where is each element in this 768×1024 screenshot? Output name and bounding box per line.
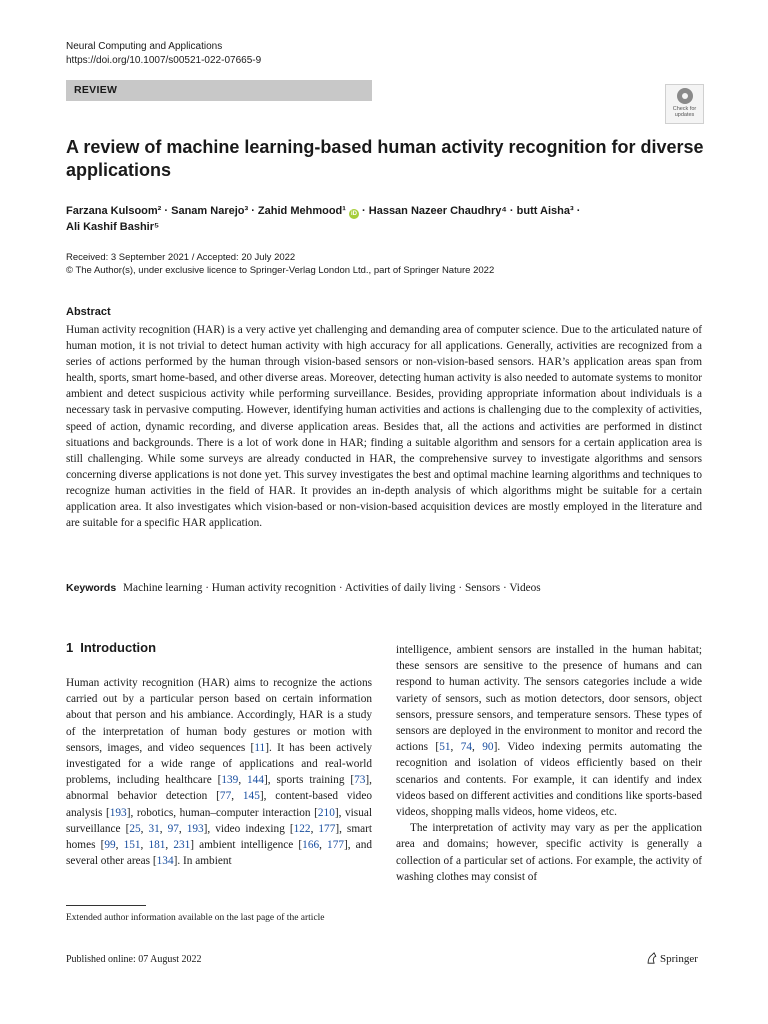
right-column bbox=[396, 642, 702, 885]
citation-link[interactable]: 74 bbox=[460, 741, 473, 754]
orcid-icon[interactable]: iD bbox=[350, 211, 357, 217]
authors-line-1: Farzana Kulsoom² · Sanam Narejo³ · Zahid Mehmood¹ bbox=[66, 205, 346, 217]
article-dates bbox=[66, 251, 494, 277]
citation-link[interactable]: 134 bbox=[156, 855, 174, 868]
citation-link[interactable]: 193 bbox=[109, 806, 127, 819]
keywords-label: Keywords bbox=[66, 582, 117, 594]
updates-icon bbox=[677, 88, 693, 104]
authors-line-1-rest: · Hassan Nazeer Chaudhry⁴ · butt Aisha³ · bbox=[358, 205, 581, 217]
abstract-text: Human activity recognition (HAR) is a very active yet challenging and demanding area of computer science. Due to the articulated nature of human motion, it is not trivial to detect human activity with high accuracy for all applications. Generally, activities are recognized from a series of actions performed by the human through vision-based sensors or non-vision-based sensors. HAR’s application areas span from health, sports, smart home-based, and other diverse areas. Moreover, detecting human activity is also needed to automate systems to monitor ambient and detect suspicious activity while performing surveillance. Besides, providing appropriate information about individuals is a necessary task in pervasive computing. However, identifying human activities and actions is challenging due to the complexity of activities, speed of action, dynamic recording, and diverse application areas. Besides that, all the actions and activities are performed in distinct situations and backgrounds. There is a lot of work done in HAR; finding a suitable algorithm and sensors for a certain application area is still challenging. While some surveys are already conducted in HAR, the comprehensive survey to investigate algorithms and sensors concerning diverse applications is not done yet. This survey investigates the best and optimal machine learning algorithms and techniques to recognize human activities in the field of HAR. It provides an in-depth analysis of which algorithms might be suitable for a certain application area. It also investigates which vision-based or non-vision-based acquisition devices are mostly employed in the literature and are suitable for a specific HAR application. bbox=[66, 324, 702, 530]
authors-line-2: Ali Kashif Bashir⁵ bbox=[66, 221, 160, 233]
paper-title: A review of machine learning-based human activity recognition for diverse applications bbox=[66, 137, 704, 180]
citation-link[interactable]: 77 bbox=[219, 790, 232, 803]
citation-link[interactable]: 11 bbox=[254, 741, 266, 754]
citation-link[interactable]: 177 bbox=[318, 822, 336, 835]
citation-link[interactable]: 99 bbox=[104, 839, 116, 852]
article-type-bar bbox=[66, 80, 372, 101]
copyright-notice: © The Author(s), under exclusive licence to Springer-Verlag London Ltd., part of Springer Nature 2022 bbox=[66, 265, 495, 276]
journal-header bbox=[66, 40, 261, 68]
citation-link[interactable]: 145 bbox=[242, 790, 260, 803]
keywords-text: Machine learning · Human activity recognition · Activities of daily living · Sensors · Videos bbox=[123, 582, 541, 594]
citation-link[interactable]: 31 bbox=[148, 822, 160, 835]
intro-paragraph-1: Human activity recognition (HAR) aims to recognize the actions carried out by a particular person based on certain information about that person and his ambiance. Accordingly, HAR is a study of the interpretation of human body gestures or motion with sensors, images, and video sequences [11]. It has been actively investigated for a wide range of applications and real-world problems, including healthcare [139, 144], sports training [73], abnormal behavior detection [77, 145], content-based video analysis [193], robotics, human–computer interaction [210], visual surveillance [25, 31, 97, 193], video indexing [122, 177], smart homes [99, 151, 181, 231] ambient intelligence [166, 177], and several other areas [134]. In ambient bbox=[66, 677, 373, 868]
section-heading bbox=[66, 640, 156, 655]
citation-link[interactable]: 25 bbox=[129, 822, 141, 835]
intro-paragraph-2: The interpretation of activity may vary as per the application area and domains; however, specific activity is generally a collection of a particular set of actions. For example, the activity of washing clothes may consist of bbox=[396, 822, 702, 883]
footnote: Extended author information available on the last page of the article bbox=[66, 913, 325, 923]
citation-link[interactable]: 231 bbox=[173, 839, 191, 852]
published-date: Published online: 07 August 2022 bbox=[66, 954, 202, 965]
citation-link[interactable]: 144 bbox=[247, 774, 264, 787]
citation-link[interactable]: 151 bbox=[123, 839, 141, 852]
abstract-heading: Abstract bbox=[66, 306, 111, 318]
springer-horse-icon bbox=[646, 952, 657, 964]
citation-link[interactable]: 122 bbox=[293, 822, 311, 835]
citation-link[interactable]: 210 bbox=[317, 806, 335, 819]
citation-link[interactable]: 97 bbox=[167, 822, 179, 835]
left-column bbox=[66, 675, 372, 869]
citation-link[interactable]: 73 bbox=[354, 774, 366, 787]
intro-paragraph-1-continued: intelligence, ambient sensors are installed in the human habitat; these sensors are sensitive to the presence of humans and can respond to human activity. The sensors categories include a wide variety of sensors, such as motion detectors, door sensors, object sensors, pressure sensors, and temperature sensors. These types of sensors are deployed in the environment to monitor and record the actions [51, 74, 90]. Video indexing permits automating the recognition and isolation of videos efficiently based on their scenarios and contents. For example, it can identify and index videos based on different activities and conditions like sports-based videos, shopping malls videos, home videos, etc. bbox=[396, 644, 703, 819]
keywords bbox=[66, 580, 706, 596]
publisher-logo bbox=[646, 952, 698, 965]
citation-link[interactable]: 177 bbox=[327, 839, 344, 852]
updates-badge-text: Check for updates bbox=[672, 106, 697, 118]
journal-name: Neural Computing and Applications bbox=[66, 41, 223, 52]
doi-link[interactable]: https://doi.org/10.1007/s00521-022-07665-9 bbox=[66, 55, 262, 66]
article-type-label: REVIEW bbox=[74, 84, 118, 96]
footnote-divider bbox=[66, 905, 146, 906]
received-accepted: Received: 3 September 2021 / Accepted: 20 July 2022 bbox=[66, 252, 296, 263]
citation-link[interactable]: 51 bbox=[439, 741, 451, 754]
citation-link[interactable]: 193 bbox=[186, 822, 204, 835]
citation-link[interactable]: 181 bbox=[148, 839, 166, 852]
section-number: 1 bbox=[66, 640, 74, 655]
author-list bbox=[66, 203, 706, 235]
citation-link[interactable]: 166 bbox=[302, 839, 320, 852]
citation-link[interactable]: 90 bbox=[482, 741, 494, 754]
check-for-updates-badge[interactable] bbox=[665, 84, 704, 124]
publisher-name: Springer bbox=[660, 953, 698, 965]
section-title: Introduction bbox=[80, 640, 157, 655]
citation-link[interactable]: 139 bbox=[221, 774, 239, 787]
